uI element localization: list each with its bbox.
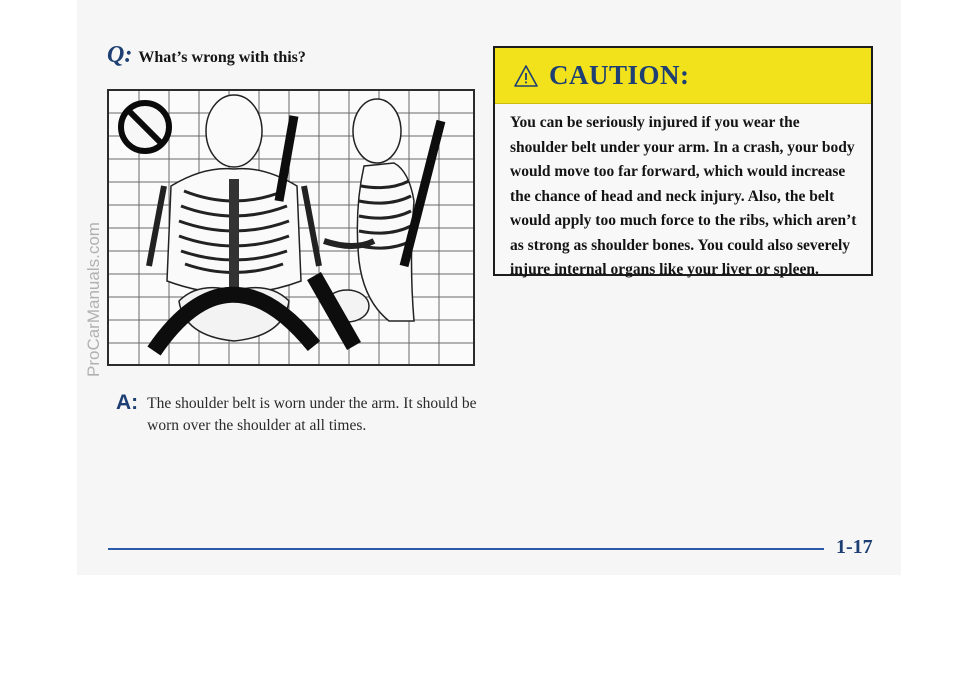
page-number: 1-17	[836, 536, 873, 558]
watermark: ProCarManuals.com	[84, 222, 103, 377]
answer-letter: A:	[116, 391, 139, 414]
footer-rule	[108, 548, 824, 550]
caution-body: You can be seriously injured if you wear the shoulder belt under your arm. In a crash, your body would move too far forward, which would increase the chance of head and neck injury. Also, the belt would apply too much force to the ribs, which aren’t as strong as shoulder bones. You could also severely injure internal organs like your liver or spleen.	[510, 114, 857, 278]
skeleton-diagram	[109, 91, 473, 364]
warning-triangle-icon	[513, 64, 539, 88]
answer-text: The shoulder belt is worn under the arm. It should be worn over the shoulder at all times.	[147, 395, 477, 434]
question-letter: Q:	[107, 42, 133, 68]
caution-box	[493, 46, 873, 276]
prohibited-icon	[121, 103, 169, 151]
caution-header	[495, 48, 871, 104]
front-skeleton	[149, 95, 319, 351]
question-text: What’s wrong with this?	[138, 49, 306, 66]
question	[107, 42, 306, 69]
seatbelt-illustration	[107, 89, 475, 366]
caution-title: CAUTION:	[549, 60, 690, 90]
answer	[116, 393, 486, 437]
